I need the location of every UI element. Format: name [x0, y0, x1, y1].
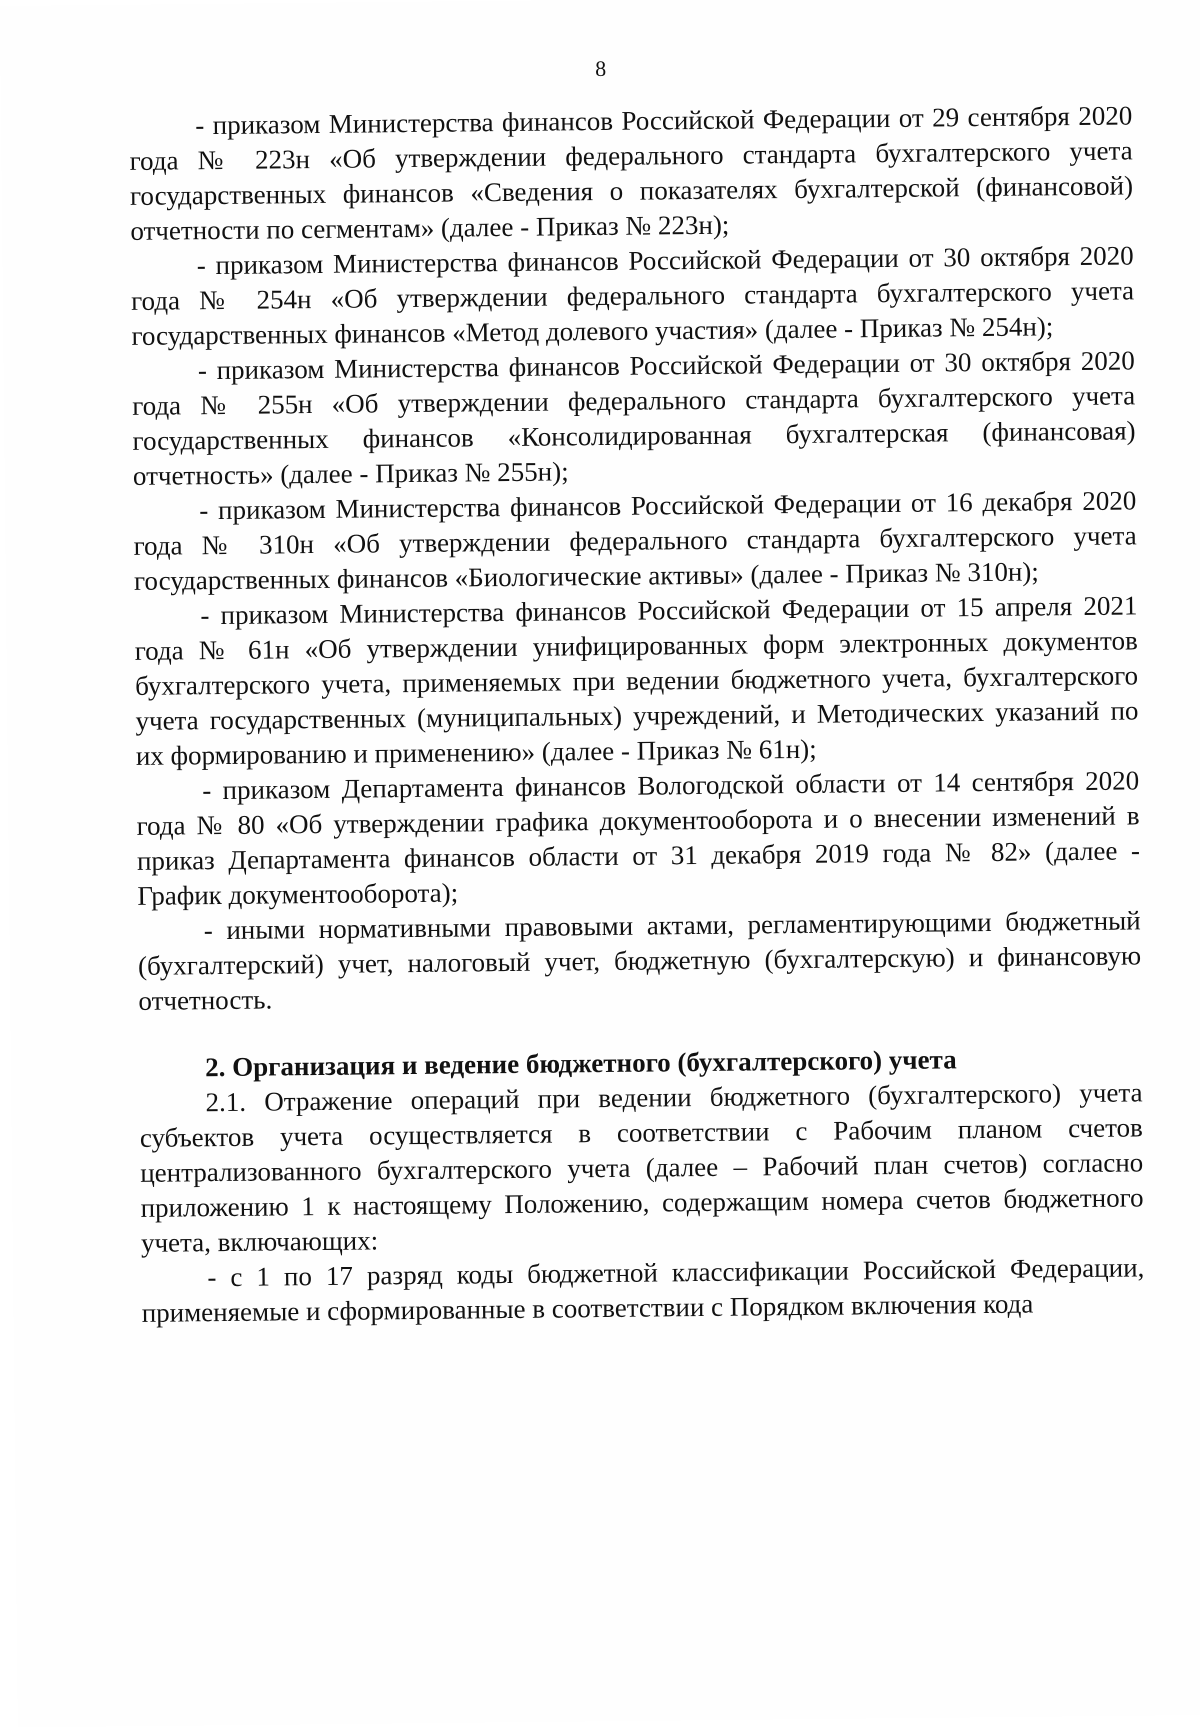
paragraph-order-80: - приказом Департамента финансов Вологодской области от 14 сентября 2020 года № 80 «Об утверждении графика документооборота и о внесении изменений в приказ Департамента финансов области от 31 декабря 2019 года № 82» (далее - График документооборота);: [136, 765, 1141, 911]
paragraph-order-223n: - приказом Министерства финансов Российской Федерации от 29 сентября 2020 года № 223н «Об утверждении федерального стандарта бухгалтерского учета государственных финансов «Сведения о показателях бухгалтерской (финансовой) отчетности по сегментам» (далее - Приказ № 223н);: [129, 100, 1134, 246]
document-body: [129, 98, 1145, 1330]
paragraph-order-310n: - приказом Министерства финансов Российской Федерации от 16 декабря 2020 года № 310н «Об утверждении федерального стандарта бухгалтерского учета государственных финансов «Биологические активы» (далее - Приказ № 310н);: [133, 485, 1137, 596]
paragraph-order-61n: - приказом Министерства финансов Российской Федерации от 15 апреля 2021 года № 61н «Об утверждении унифицированных форм электронных документов бухгалтерского учета, применяемых при ведении бюджетного учета, бухгалтерского учета государственных (муниципальных) учреждений, и Методических указаний по их формированию и применению» (далее - Приказ № 61н);: [134, 590, 1139, 771]
paragraph-budget-codes: - с 1 по 17 разряд коды бюджетной классификации Российской Федерации, применяемые и сформированные в соответствии с Порядком включения кода: [141, 1252, 1145, 1328]
paragraph-other-acts: - иными нормативными правовыми актами, регламентирующими бюджетный (бухгалтерский) учет, налоговый учет, бюджетную (бухгалтерскую) и финансовую отчетность.: [137, 905, 1142, 1016]
paragraph-2-1: 2.1. Отражение операций при ведении бюджетного (бухгалтерского) учета субъектов учета осуществляется в соответствии с Рабочим планом счетов централизованного бухгалтерского учета (далее – Рабочий план счетов) согласно приложению 1 к настоящему Положению, содержащим номера счетов бюджетного учета, включающих:: [139, 1077, 1144, 1258]
paragraph-order-255n: - приказом Министерства финансов Российской Федерации от 30 октября 2020 года № 255н «Об утверждении федерального стандарта бухгалтерского учета государственных финансов «Консолидированная бухгалтерская (финансовая) отчетность» (далее - Приказ № 255н);: [132, 345, 1136, 491]
page-number: 8: [595, 55, 607, 82]
section-heading: 2. Организация и ведение бюджетного (бухгалтерского) учета: [204, 1044, 957, 1083]
paragraph-order-254n: - приказом Министерства финансов Российской Федерации от 30 октября 2020 года № 254н «Об утверждении федерального стандарта бухгалтерского учета государственных финансов «Метод долевого участия» (далее - Приказ № 254н);: [130, 240, 1135, 351]
